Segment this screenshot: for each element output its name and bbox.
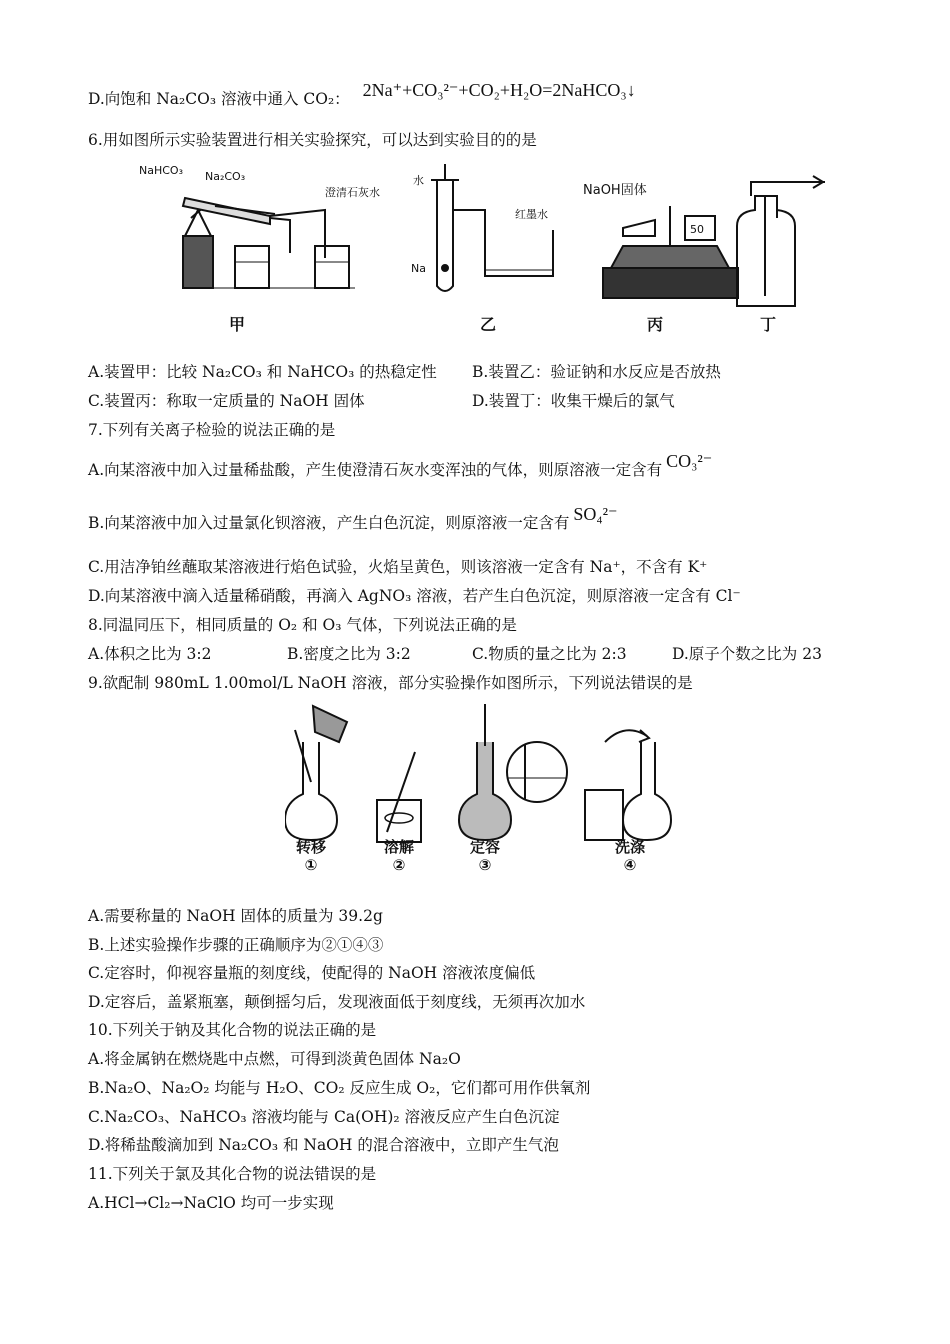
caption-jia: 甲 — [229, 315, 246, 334]
apparatus-yi — [431, 164, 553, 291]
apparatus-jia — [183, 198, 355, 288]
carbonate-ion: CO₃²⁻ — [666, 451, 713, 471]
q10-option-a: A.将金属钠在燃烧匙中点燃，可得到淡黄色固体 Na₂O — [88, 1050, 461, 1068]
step-label-3: 定容 — [469, 838, 501, 856]
q8-option-a: A.体积之比为 3:2 — [88, 645, 212, 663]
apparatus-bing — [603, 206, 738, 298]
step-label-4: 洗涤 — [614, 838, 646, 856]
q8-stem: 8.同温同压下，相同质量的 O₂ 和 O₃ 气体，下列说法正确的是 — [88, 616, 517, 634]
label-redink: 红墨水 — [515, 208, 548, 221]
q9-option-a: A.需要称量的 NaOH 固体的质量为 39.2g — [88, 907, 383, 925]
q6-option-d: D.装置丁：收集干燥后的氯气 — [472, 392, 675, 410]
label-limewater: 澄清石灰水 — [325, 186, 380, 199]
label-na: Na — [411, 262, 426, 275]
q9-procedure-figure — [285, 702, 675, 874]
label-water: 水 — [413, 174, 424, 187]
label-weight: 50 — [690, 223, 704, 236]
test-tube — [437, 180, 453, 291]
volumetric-flask-1 — [285, 742, 337, 840]
label-nahco3: NaHCO₃ — [139, 164, 183, 177]
beaker-wash — [585, 790, 623, 840]
label-na2co3: Na₂CO₃ — [205, 170, 246, 183]
q10-stem: 10.下列关于钠及其化合物的说法正确的是 — [88, 1021, 377, 1039]
step-transfer — [285, 706, 347, 840]
q6-option-a: A.装置甲：比较 Na₂CO₃ 和 NaHCO₃ 的热稳定性 — [88, 363, 437, 381]
step-num-4: ④ — [623, 856, 637, 874]
q9-option-d: D.定容后，盖紧瓶塞，颠倒摇匀后，发现液面低于刻度线，无须再次加水 — [88, 993, 586, 1011]
q6-option-c: C.装置丙：称取一定质量的 NaOH 固体 — [88, 392, 365, 410]
q9-option-b: B.上述实验操作步骤的正确顺序为②①④③ — [88, 936, 384, 954]
volumetric-flask-3 — [459, 742, 511, 840]
q7-option-b: B.向某溶液中加入过量氯化钡溶液，产生白色沉淀，则原溶液一定含有 SO₄²⁻ — [88, 504, 618, 532]
step-label-1: 转移 — [295, 838, 327, 856]
q10-option-d: D.将稀盐酸滴加到 Na₂CO₃ 和 NaOH 的混合溶液中，立即产生气泡 — [88, 1136, 559, 1154]
q7-option-a: A.向某溶液中加入过量稀盐酸，产生使澄清石灰水变浑浊的气体，则原溶液一定含有 CO₃²⁻ — [88, 451, 713, 479]
q9-stem: 9.欲配制 980mL 1.00mol/L NaOH 溶液，部分实验操作如图所示，下列说法错误的是 — [88, 674, 693, 692]
volumetric-flask-4 — [623, 742, 671, 840]
q6-apparatus-figure — [125, 158, 825, 338]
sulfate-ion: SO₄²⁻ — [573, 504, 618, 524]
beaker-left — [235, 246, 269, 288]
q8-option-b: B.密度之比为 3:2 — [287, 645, 411, 663]
flame-icon — [185, 210, 211, 236]
q9-option-c: C.定容时，仰视容量瓶的刻度线，使配得的 NaOH 溶液浓度偏低 — [88, 964, 536, 982]
burner-stand — [183, 236, 213, 288]
q6-stem: 6.用如图所示实验装置进行相关实验探究，可以达到实验目的的是 — [88, 131, 537, 149]
caption-ding: 丁 — [760, 315, 777, 334]
step-num-1: ① — [304, 856, 318, 874]
beaker-dissolve — [377, 800, 421, 842]
balance-base — [603, 268, 738, 298]
q5-equation: 2Na⁺+CO₃²⁻+CO₂+H₂O=2NaHCO₃↓ — [362, 80, 636, 100]
q6-option-b: B.装置乙：验证钠和水反应是否放热 — [472, 363, 721, 381]
q5-option-d: D.向饱和 Na₂CO₃ 溶液中通入 CO₂： 2Na⁺+CO₃²⁻+CO₂+H₂O=2NaHCO₃↓ — [88, 80, 636, 108]
apparatus-ding — [737, 176, 825, 306]
beaker-right — [315, 246, 349, 288]
q11-stem: 11.下列关于氯及其化合物的说法错误的是 — [88, 1165, 377, 1183]
q8-option-d: D.原子个数之比为 23 — [672, 645, 822, 663]
step-fix-volume — [459, 704, 567, 840]
q7-option-c: C.用洁净铂丝蘸取某溶液进行焰色试验，火焰呈黄色，则该溶液一定含有 Na⁺，不含有 K⁺ — [88, 558, 708, 576]
delivery-tube-right — [270, 210, 325, 258]
q11-option-a: A.HCl→Cl₂→NaClO 均可一步实现 — [88, 1194, 334, 1212]
q8-option-c: C.物质的量之比为 2:3 — [472, 645, 627, 663]
delivery-tube-left — [270, 218, 290, 253]
magnifier-circle — [507, 742, 567, 802]
q7-option-d: D.向某溶液中滴入适量稀硝酸，再滴入 AgNO₃ 溶液，若产生白色沉淀，则原溶液一定含有 Cl⁻ — [88, 587, 741, 605]
curved-arrow-icon — [605, 730, 647, 742]
q10-option-c: C.Na₂CO₃、NaHCO₃ 溶液均能与 Ca(OH)₂ 溶液反应产生白色沉淀 — [88, 1108, 560, 1126]
step-label-2: 溶解 — [383, 838, 415, 856]
paper-left — [623, 220, 655, 236]
pouring-beaker — [313, 706, 347, 742]
sodium-piece — [442, 265, 448, 271]
step-dissolve — [377, 752, 421, 842]
step-num-2: ② — [392, 856, 406, 874]
label-naoh: NaOH固体 — [583, 183, 647, 198]
step-wash — [585, 730, 671, 840]
step-num-3: ③ — [478, 856, 492, 874]
caption-yi: 乙 — [480, 315, 497, 334]
inlet-tube — [751, 182, 825, 196]
q10-option-b: B.Na₂O、Na₂O₂ 均能与 H₂O、CO₂ 反应生成 O₂，它们都可用作供氧剂 — [88, 1079, 591, 1097]
q7-stem: 7.下列有关离子检验的说法正确的是 — [88, 421, 336, 439]
caption-bing: 丙 — [647, 315, 664, 334]
